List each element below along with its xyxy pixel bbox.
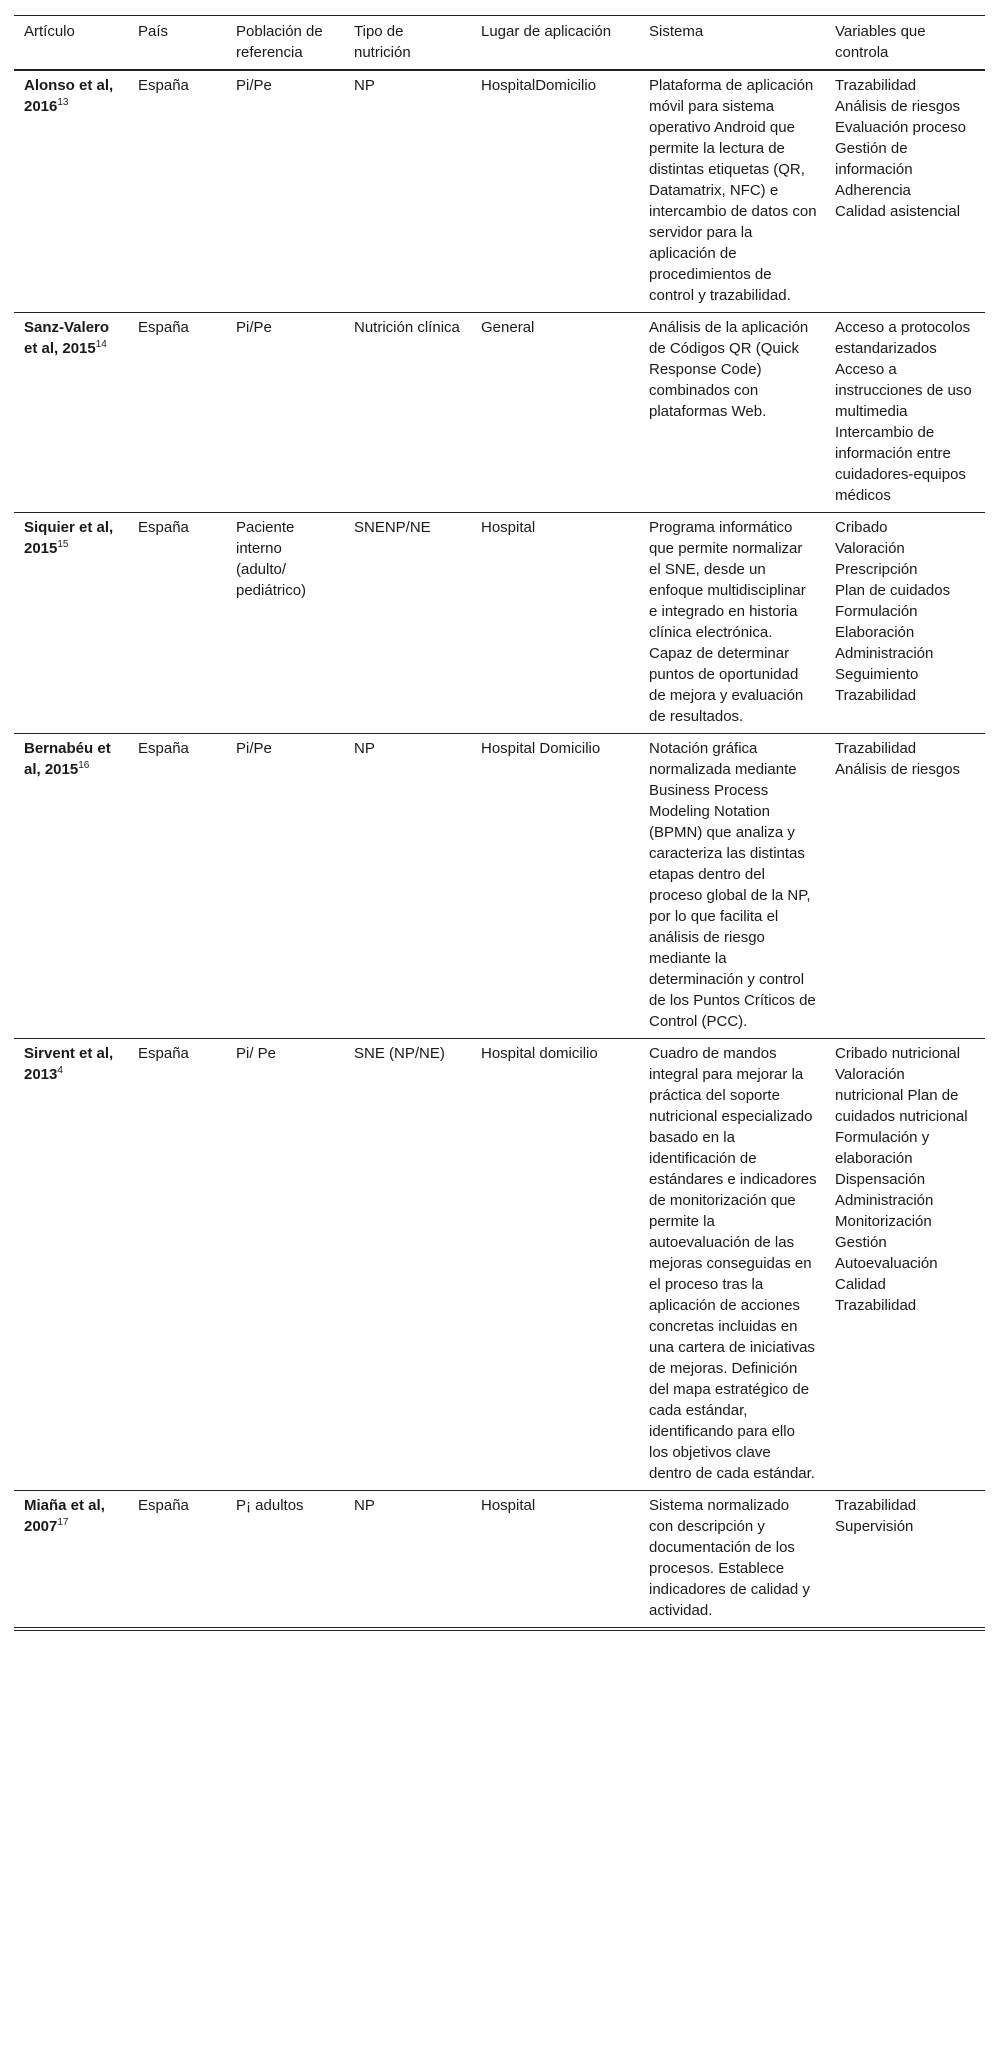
article-title: Alonso et al, 2016 [24,77,114,115]
reference-number: 4 [57,1065,63,1076]
variable-item: Valoración [835,540,905,557]
cell-poblacion: Pi/Pe [236,319,272,336]
header-poblacion: Población de referencia [236,23,323,61]
reference-number: 16 [78,760,90,771]
variable-item: Trazabilidad [835,687,917,704]
variable-item: Calidad asistencial [835,203,961,220]
article-title: Miaña et al, 2007 [24,1497,105,1535]
article-title: Sanz-Valero et al, 2015 [24,319,110,357]
variable-item: Supervisión [835,1518,914,1535]
variable-item: Gestión [835,1234,887,1251]
cell-pais: España [138,519,189,536]
header-articulo: Artículo [24,23,75,40]
cell-variables [825,313,985,513]
variable-item: Calidad [835,1276,886,1293]
variable-item: Seguimiento [835,666,919,683]
studies-table [14,15,985,1631]
variable-item: Formulación y elaboración [835,1129,930,1167]
variable-item: Valoración nutricional Plan de cuidados nutricional [835,1066,968,1125]
reference-number: 13 [57,97,69,108]
cell-pais: España [138,319,189,336]
reference-number: 14 [95,339,107,350]
cell-tipo: Nutrición clínica [354,319,460,336]
variable-item: Análisis de riesgos [835,761,961,778]
cell-sistema: Programa informático que permite normalizar el SNE, desde un enfoque multidisciplinar e integrado en historia clínica electrónica. Capaz de determinar puntos de oportunidad de mejora y evaluación de resultados. [649,519,806,725]
table-row [14,1039,985,1491]
article-title: Sirvent et al, 2013 [24,1045,114,1083]
cell-lugar: Hospital [481,1497,536,1514]
variable-item: Análisis de riesgos [835,98,961,115]
reference-number: 15 [57,539,69,550]
cell-articulo [14,70,128,313]
variable-item: Administración [835,1192,934,1209]
header-variables: Variables que controla [835,23,926,61]
cell-articulo [14,513,128,734]
cell-articulo [14,1491,128,1630]
cell-lugar: General [481,319,535,336]
variable-item: Cribado [835,519,888,536]
cell-articulo [14,734,128,1039]
variable-item: Acceso a instrucciones de uso multimedia [835,361,972,420]
variable-item: Plan de cuidados [835,582,951,599]
header-lugar: Lugar de aplicación [481,23,612,40]
cell-variables [825,70,985,313]
cell-tipo: NP [354,77,375,94]
cell-lugar: Hospital domicilio [481,1045,598,1062]
cell-sistema: Plataforma de aplicación móvil para sistema operativo Android que permite la lectura de distintas etiquetas (QR, Datamatrix, NFC) e intercambio de datos con servidor para la aplicación de procedimientos de control y trazabilidad. [649,77,817,304]
variable-item: Adherencia [835,182,911,199]
variable-item: Trazabilidad [835,740,917,757]
cell-sistema: Cuadro de mandos integral para mejorar la práctica del soporte nutricional especializado basado en la identificación de estándares e indicadores de monitorización que permite la autoevaluación de las mejoras conseguidas en el proceso tras la aplicación de acciones concretas incluidas en una cartera de iniciativas de mejoras. Definición del mapa estratégico de cada estándar, identificando para ello los objetivos clave dentro de cada estándar. [649,1045,817,1482]
cell-poblacion: P¡ adultos [236,1497,304,1514]
cell-poblacion: Pi/Pe [236,77,272,94]
table-row [14,1491,985,1630]
cell-tipo: SNENP/NE [354,519,431,536]
table-row [14,313,985,513]
variable-item: Trazabilidad [835,77,917,94]
cell-sistema: Sistema normalizado con descripción y documentación de los procesos. Establece indicadores de calidad y actividad. [649,1497,810,1619]
cell-tipo: NP [354,740,375,757]
table-row [14,70,985,313]
variable-item: Formulación [835,603,918,620]
variable-item: Monitorización [835,1213,932,1230]
cell-lugar: Hospital Domicilio [481,740,601,757]
cell-sistema: Análisis de la aplicación de Códigos QR (Quick Response Code) combinados con plataformas Web. [649,319,809,420]
header-row [14,16,985,71]
cell-pais: España [138,1045,189,1062]
variable-item: Acceso a protocolos estandarizados [835,319,971,357]
cell-sistema: Notación gráfica normalizada mediante Business Process Modeling Notation (BPMN) que analiza y caracteriza las distintas etapas dentro del proceso global de la NP, por lo que facilita el análisis de riesgo mediante la determinación y control de los Puntos Críticos de Control (PCC). [649,740,816,1030]
article-title: Bernabéu et al, 2015 [24,740,111,778]
variable-item: Trazabilidad [835,1297,917,1314]
variable-item: Cribado nutricional [835,1045,961,1062]
cell-variables [825,1491,985,1630]
cell-articulo [14,1039,128,1491]
variable-item: Administración [835,645,934,662]
header-tipo: Tipo de nutrición [354,23,411,61]
cell-lugar: Hospital [481,519,536,536]
variable-item: Dispensación [835,1171,926,1188]
reference-number: 17 [57,1517,69,1528]
cell-poblacion: Pi/Pe [236,740,272,757]
table-header [14,16,985,71]
table-row [14,734,985,1039]
cell-variables [825,513,985,734]
variable-item: Autoevaluación [835,1255,938,1272]
variable-item: Trazabilidad [835,1497,917,1514]
variable-item: Evaluación proceso [835,119,966,136]
article-title: Siquier et al, 2015 [24,519,114,557]
header-pais: País [138,23,169,40]
cell-poblacion: Paciente interno (adulto/ pediátrico) [236,519,307,599]
cell-tipo: SNE (NP/NE) [354,1045,445,1062]
variable-item: Elaboración [835,624,915,641]
cell-poblacion: Pi/ Pe [236,1045,277,1062]
variable-item: Prescripción [835,561,918,578]
variable-item: Gestión de información [835,140,913,178]
cell-pais: España [138,1497,189,1514]
cell-variables [825,1039,985,1491]
cell-articulo [14,313,128,513]
variable-item: Intercambio de información entre cuidadores-equipos médicos [835,424,966,504]
cell-pais: España [138,77,189,94]
cell-variables [825,734,985,1039]
cell-pais: España [138,740,189,757]
table-body [14,70,985,1629]
cell-tipo: NP [354,1497,375,1514]
cell-lugar: HospitalDomicilio [481,77,597,94]
table-row [14,513,985,734]
header-sistema: Sistema [649,23,704,40]
